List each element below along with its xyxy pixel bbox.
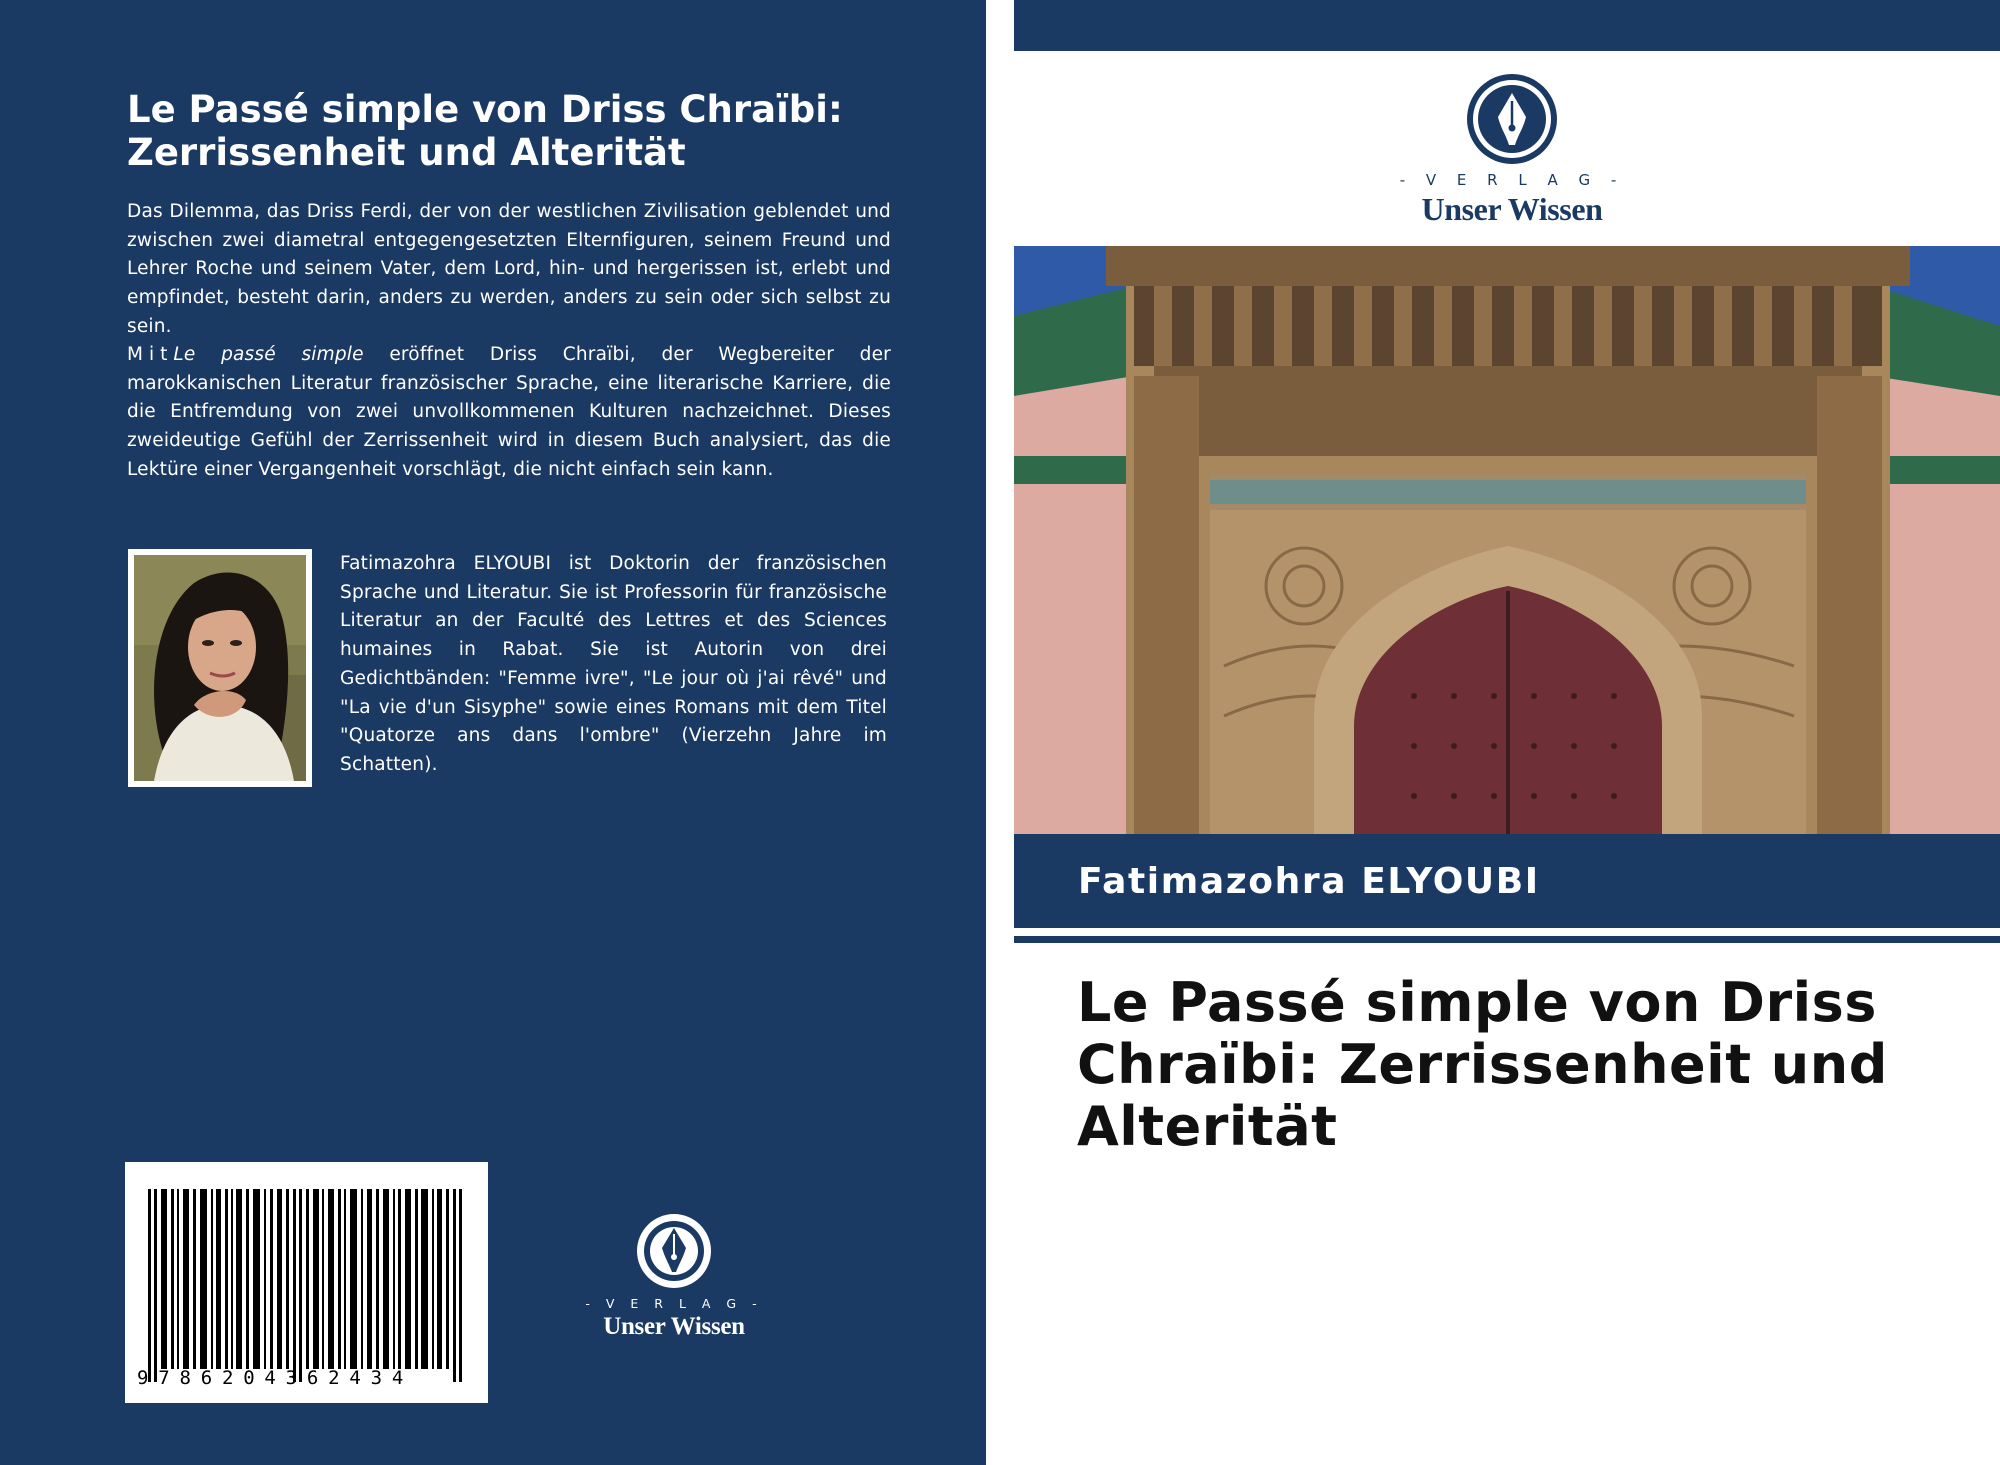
blurb-prefix: Mit — [127, 344, 174, 365]
front-publisher-logo — [1377, 73, 1647, 228]
back-cover-title: Le Passé simple von Driss Chraïbi: Zerrissenheit und Alterität — [127, 88, 843, 174]
front-cover — [1014, 0, 2000, 1465]
back-cover — [0, 0, 986, 1465]
author-band — [1014, 834, 2000, 928]
back-publisher-logo — [584, 1212, 764, 1341]
blurb-rest: eröffnet Driss Chraïbi, der Wegbereiter der marokkanischen Literatur französischer Sprache, eine literarische Karriere, die die Entfremdung von zwei unvollkommenen Kulturen nachzeichnet. Dieses zweideutige Gefühl der Zerrissenheit wird in diesem Buch analysiert, das die Lektüre einer Vergangenheit vorschlägt, die nicht einfach sein kann. — [127, 344, 891, 480]
fountain-pen-nib-circle-icon — [1466, 73, 1558, 165]
front-top-bar — [1014, 0, 2000, 51]
front-publisher-name: Unser Wissen — [1421, 191, 1603, 227]
back-publisher-name: Unser Wissen — [603, 1313, 745, 1340]
back-verlag-label: - V E R L A G - — [585, 1296, 763, 1311]
author-name: Fatimazohra ELYOUBI — [1078, 861, 1540, 902]
blurb-paragraph-1: Das Dilemma, das Driss Ferdi, der von der westlichen Zivilisation geblendet und zwischen zwei diametral entgegengesetzten Elternfiguren, seinem Freund und Lehrer Roche und seinem Vater, dem Lord, hin- und hergerissen ist, erlebt und empfindet, besteht darin, anders zu werden, anders zu sein oder sich selbst zu sein. — [127, 201, 891, 337]
author-photo — [128, 549, 312, 787]
fountain-pen-nib-circle-icon — [635, 1212, 713, 1290]
isbn-digits: 9786204362434 — [137, 1367, 414, 1389]
cover-photo-mosque-gate — [1014, 246, 2000, 834]
spine — [986, 0, 1014, 1465]
blurb-paragraph-2 — [127, 341, 891, 485]
front-cover-title: Le Passé simple von Driss Chraïbi: Zerrissenheit und Alterität — [1077, 971, 1888, 1158]
book-title-italic: Le passé simple — [173, 344, 364, 365]
author-bio: Fatimazohra ELYOUBI ist Doktorin der französischen Sprache und Literatur. Sie ist Professorin für französische Literatur an der Faculté des Lettres et des Sciences humaines in Rabat. Sie ist Autorin von drei Gedichtbänden: "Femme ivre", "Le jour où j'ai rêvé" und "La vie d'un Sisyphe" sowie eines Romans mit dem Titel "Quatorze ans dans l'ombre" (Vierzehn Jahre im Schatten). — [340, 553, 887, 775]
front-verlag-label: - V E R L A G - — [1399, 171, 1625, 189]
barcode — [125, 1162, 488, 1403]
front-divider-rule — [1014, 936, 2000, 943]
